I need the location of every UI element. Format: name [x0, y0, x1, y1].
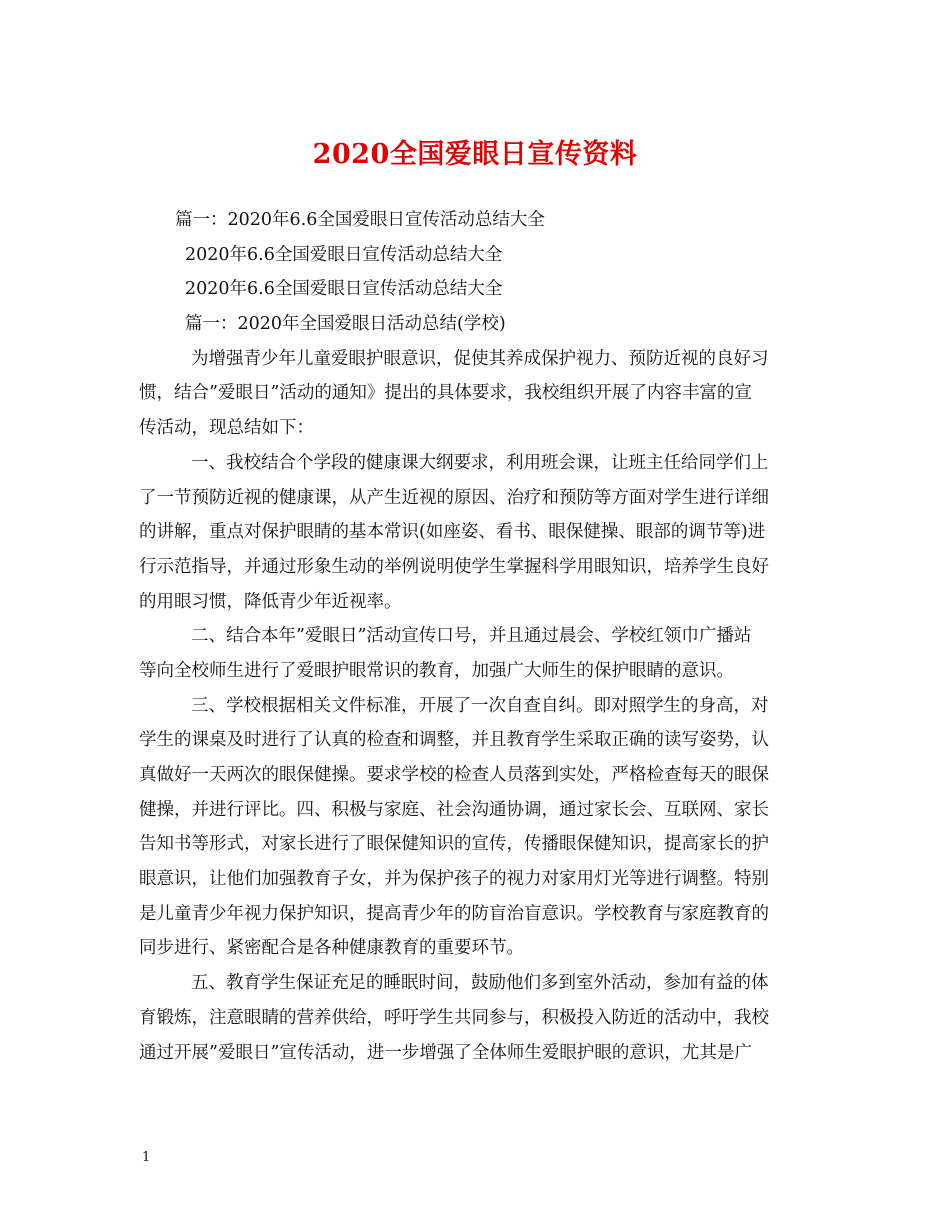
text-line: 的讲解，重点对保护眼睛的基本常识(如座姿、看书、眼保健操、眼部的调节等)进: [139, 522, 766, 543]
text-line: 篇一：2020年全国爱眼日活动总结(学校): [185, 314, 506, 335]
text-line: 2020年6.6全国爱眼日宣传活动总结大全: [185, 279, 503, 300]
text-line: 为增强青少年儿童爱眼护眼意识，促使其养成保护视力、预防近视的良好习: [191, 348, 769, 369]
text-line: 等向全校师生进行了爱眼护眼常识的教育，加强广大师生的保护眼睛的意识。: [139, 660, 734, 681]
text-line: 传活动，现总结如下：: [139, 418, 314, 439]
text-line: 五、教育学生保证充足的睡眠时间，鼓励他们多到室外活动，参加有益的体: [191, 973, 769, 994]
text-line: 的用眼习惯，降低青少年近视率。: [139, 591, 402, 612]
document-title: 2020全国爱眼日宣传资料: [312, 139, 638, 170]
text-line: 三、学校根据相关文件标准，开展了一次自查自纠。即对照学生的身高，对: [191, 695, 769, 716]
text-line: 真做好一天两次的眼保健操。要求学校的检查人员落到实处，严格检查每天的眼保: [139, 765, 769, 785]
text-line: 二、结合本年”爱眼日”活动宣传口号，并且通过晨会、学校红领巾广播站: [191, 626, 752, 647]
text-line: 同步进行、紧密配合是各种健康教育的重要环节。: [139, 938, 524, 959]
text-line: 篇一：2020年6.6全国爱眼日宣传活动总结大全: [175, 210, 545, 230]
text-line: 告知书等形式，对家长进行了眼保健知识的宣传，传播眼保健知识，提高家长的护: [139, 834, 769, 855]
page-number: 1: [142, 1150, 151, 1165]
text-line: 是儿童青少年视力保护知识，提高青少年的防盲治盲意识。学校教育与家庭教育的: [139, 903, 769, 924]
text-line: 通过开展”爱眼日”宣传活动，进一步增强了全体师生爱眼护眼的意识，尤其是广: [139, 1042, 752, 1063]
text-line: 2020年6.6全国爱眼日宣传活动总结大全: [185, 244, 503, 265]
text-line: 了一节预防近视的健康课，从产生近视的原因、治疗和预防等方面对学生进行详细: [139, 487, 769, 508]
text-line: 惯，结合”爱眼日”活动的通知》提出的具体要求，我校组织开展了内容丰富的宣: [139, 383, 752, 404]
text-line: 健操，并进行评比。四、积极与家庭、社会沟通协调，通过家长会、互联网、家长: [139, 799, 769, 820]
text-line: 学生的课桌及时进行了认真的检查和调整，并且教育学生采取正确的读写姿势，认: [139, 730, 769, 751]
document-body: [139, 203, 819, 1070]
text-line: 行示范指导，并通过形象生动的举例说明使学生掌握科学用眼知识，培养学生良好: [139, 556, 769, 577]
text-line: 一、我校结合个学段的健康课大纲要求，利用班会课，让班主任给同学们上: [191, 452, 769, 473]
text-line: 眼意识，让他们加强教育子女，并为保护孩子的视力对家用灯光等进行调整。特别: [139, 869, 769, 890]
text-line: 育锻炼，注意眼睛的营养供给，呼吁学生共同参与，积极投入防近的活动中，我校: [139, 1007, 769, 1028]
